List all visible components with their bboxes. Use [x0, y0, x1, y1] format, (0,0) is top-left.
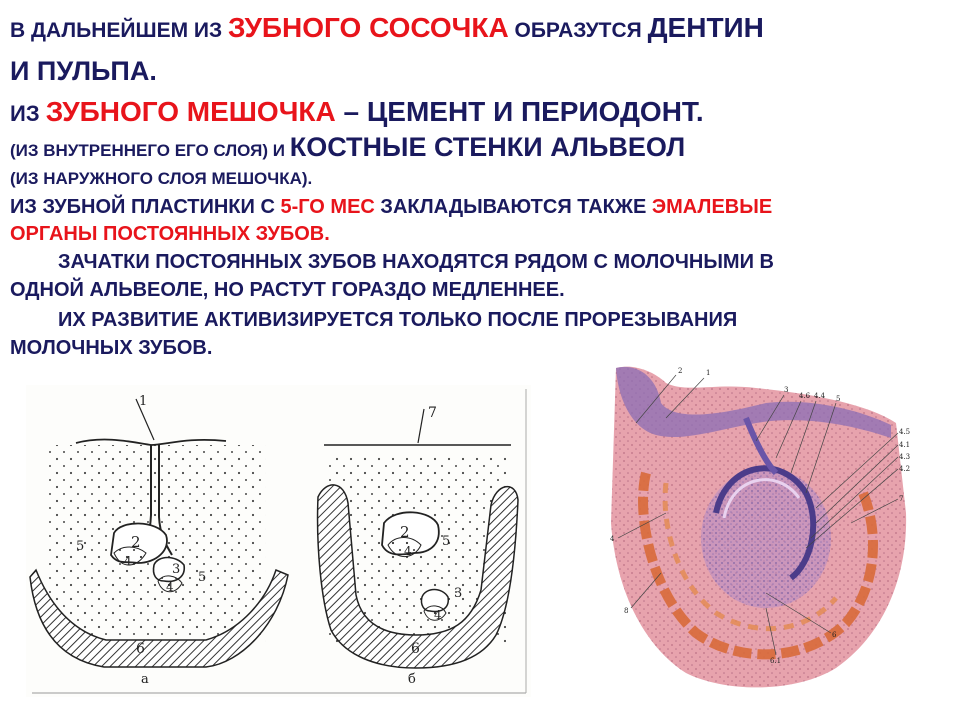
- label-4-1: 4.1: [899, 441, 911, 449]
- label-1: 1: [706, 369, 711, 377]
- label-4: 4: [166, 580, 174, 594]
- text-span: ИЗ ЗУБНОЙ ПЛАСТИНКИ С: [10, 196, 281, 218]
- label-3: 3: [784, 386, 789, 394]
- label-4: 4: [124, 554, 132, 568]
- text-line-3: [10, 98, 704, 126]
- text-line-8: ЗАЧАТКИ ПОСТОЯННЫХ ЗУБОВ НАХОДЯТСЯ РЯДОМ С МОЛОЧНЫМИ В: [58, 251, 774, 273]
- label-5: 5: [76, 539, 85, 554]
- text-span: (ИЗ ВНУТРЕННЕГО ЕГО СЛОЯ) И: [10, 141, 290, 160]
- text-span: В ДАЛЬНЕЙШЕМ ИЗ: [10, 19, 228, 42]
- label-6: 6: [411, 641, 420, 657]
- highlight-dental-sac: ЗУБНОГО МЕШОЧКА: [45, 96, 336, 127]
- label-2: 2: [131, 533, 141, 551]
- text-span: ЗАКЛАДЫВАЮТСЯ ТАКЖЕ: [374, 196, 652, 218]
- text-line-10: ИХ РАЗВИТИЕ АКТИВИЗИРУЕТСЯ ТОЛЬКО ПОСЛЕ ПРОРЕЗЫВАНИЯ: [58, 309, 738, 331]
- text-dentin: ДЕНТИН: [647, 12, 764, 43]
- label-2: 2: [678, 367, 683, 375]
- label-7: 7: [899, 495, 904, 503]
- label-6: 6: [136, 641, 145, 657]
- label-4: 4: [610, 535, 615, 543]
- text-span: ИЗ: [10, 101, 46, 126]
- tooth-development-diagram: [26, 385, 531, 697]
- highlight-dental-papilla: ЗУБНОГО СОСОЧКА: [228, 12, 509, 43]
- label-3: 3: [454, 586, 463, 601]
- text-alveolar-walls: КОСТНЫЕ СТЕНКИ АЛЬВЕОЛ: [289, 132, 686, 162]
- text-line-1: [10, 14, 764, 42]
- label-4: 4: [434, 608, 442, 622]
- label-4-2: 4.2: [899, 465, 911, 473]
- text-line-6: [10, 197, 772, 217]
- highlight-5th-month: 5-ГО МЕС: [280, 196, 375, 218]
- caption-b: б: [408, 672, 416, 687]
- histology-image: [606, 363, 916, 693]
- text-line-5: (ИЗ НАРУЖНОГО СЛОЯ МЕШОЧКА).: [10, 169, 313, 188]
- label-5: 5: [198, 570, 207, 585]
- text-cement: – ЦЕМЕНТ И ПЕРИОДОНТ.: [335, 96, 704, 127]
- label-7: 7: [428, 405, 437, 421]
- label-4: 4: [404, 544, 412, 558]
- label-4-4: 4.4: [814, 392, 826, 400]
- label-4-5: 4.5: [899, 428, 911, 436]
- label-3: 3: [172, 562, 181, 577]
- label-5: 5: [442, 534, 451, 549]
- label-4-3: 4.3: [899, 453, 911, 461]
- label-2: 2: [400, 523, 410, 541]
- label-5: 5: [836, 395, 841, 403]
- label-6: 6: [832, 631, 837, 639]
- highlight-enamel: ЭМАЛЕВЫЕ: [651, 196, 773, 218]
- caption-a: а: [141, 672, 149, 687]
- text-span: ОБРАЗУТСЯ: [508, 19, 648, 42]
- label-4-6: 4.6: [799, 392, 811, 400]
- text-line-9: ОДНОЙ АЛЬВЕОЛЕ, НО РАСТУТ ГОРАЗДО МЕДЛЕННЕЕ.: [10, 279, 565, 301]
- label-1: 1: [139, 394, 148, 409]
- text-line-2: И ПУЛЬПА.: [10, 56, 157, 86]
- text-line-11: МОЛОЧНЫХ ЗУБОВ.: [10, 337, 213, 359]
- text-line-4: [10, 134, 685, 161]
- text-line-7: ОРГАНЫ ПОСТОЯННЫХ ЗУБОВ.: [10, 223, 330, 245]
- label-8: 8: [624, 607, 629, 615]
- label-6-1: 6.1: [770, 657, 782, 665]
